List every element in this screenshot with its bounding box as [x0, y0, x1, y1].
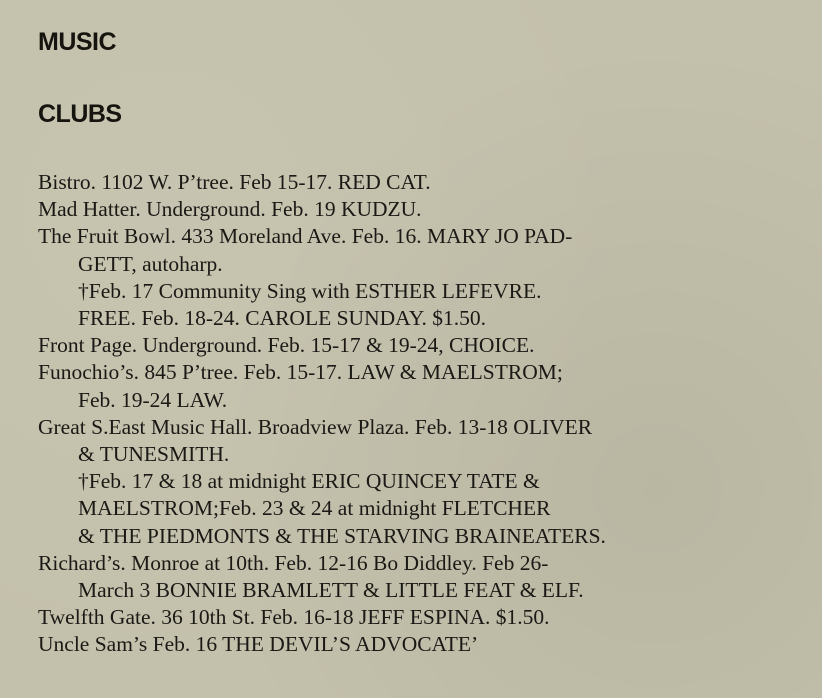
listing-line: Mad Hatter. Underground. Feb. 19 KUDZU. [38, 197, 422, 222]
listing-line: Bistro. 1102 W. P’tree. Feb 15-17. RED CAT. [38, 170, 431, 194]
listing-line: †Feb. 17 & 18 at midnight ERIC QUINCEY TATE & [78, 469, 540, 494]
listing-line: Great S.East Music Hall. Broadview Plaza. Feb. 13-18 OLIVER [38, 414, 593, 439]
listing-line: Front Page. Underground. Feb. 15-17 & 19-24, CHOICE. [38, 333, 535, 358]
listing-line: The Fruit Bowl. 433 Moreland Ave. Feb. 16. MARY JO PAD- [38, 224, 573, 249]
club-listings [38, 169, 808, 659]
listing-line: Uncle Sam’s Feb. 16 THE DEVIL’S ADVOCATE’ [38, 632, 479, 657]
clubs-heading: CLUBS [38, 100, 122, 128]
listing-line: GETT, autoharp. [78, 251, 223, 276]
listing-line: Twelfth Gate. 36 10th St. Feb. 16-18 JEFF ESPINA. $1.50. [38, 605, 550, 630]
listing-line: & THE PIEDMONTS & THE STARVING BRAINEATERS. [78, 523, 606, 548]
listing-line: MAELSTROM;Feb. 23 & 24 at midnight FLETCHER [78, 496, 551, 521]
listing-line: Feb. 19-24 LAW. [78, 387, 228, 412]
listing-line: March 3 BONNIE BRAMLETT & LITTLE FEAT & ELF. [78, 578, 584, 603]
music-heading: MUSIC [38, 28, 117, 56]
listing-line: FREE. Feb. 18-24. CAROLE SUNDAY. $1.50. [78, 306, 486, 331]
listing-line: Funochio’s. 845 P’tree. Feb. 15-17. LAW & MAELSTROM; [38, 360, 563, 385]
listing-line: Richard’s. Monroe at 10th. Feb. 12-16 Bo Diddley. Feb 26- [38, 550, 549, 575]
listing-line: & TUNESMITH. [78, 442, 230, 467]
listing-line: †Feb. 17 Community Sing with ESTHER LEFEVRE. [78, 278, 542, 303]
